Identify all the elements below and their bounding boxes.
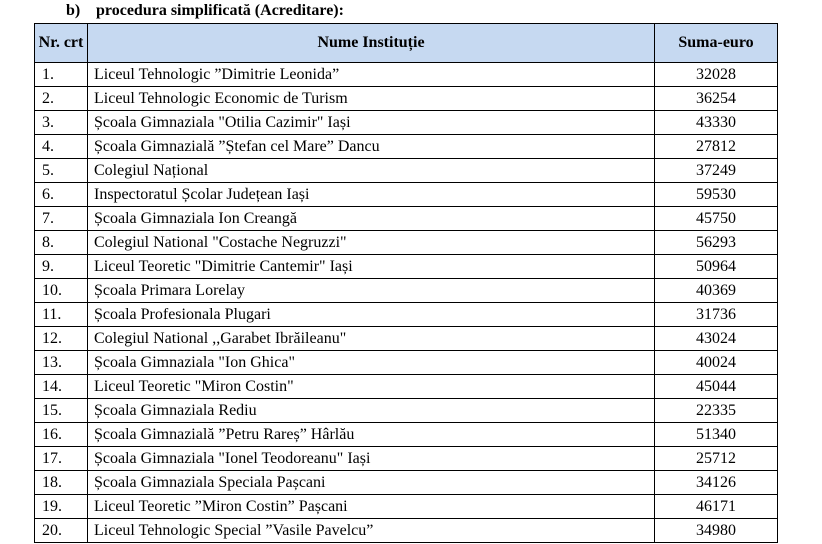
sum-euro-cell: 45044 <box>655 375 778 399</box>
header-sum-euro: Suma-euro <box>655 24 778 63</box>
header-nr-crt: Nr. crt <box>35 24 88 63</box>
row-number-cell: 6. <box>35 183 88 207</box>
table-row <box>35 255 778 279</box>
institution-name-cell: Liceul Teoretic "Miron Costin" <box>88 375 655 399</box>
header-institution-name: Nume Instituție <box>88 24 655 63</box>
row-number-cell: 20. <box>35 519 88 543</box>
sum-euro-cell: 59530 <box>655 183 778 207</box>
row-number-cell: 14. <box>35 375 88 399</box>
row-number-cell: 7. <box>35 207 88 231</box>
sum-euro-cell: 31736 <box>655 303 778 327</box>
institution-name-cell: Școala Gimnazială ”Ștefan cel Mare” Dancu <box>88 135 655 159</box>
table-row <box>35 279 778 303</box>
table-row <box>35 207 778 231</box>
institution-name-cell: Liceul Tehnologic ”Dimitrie Leonida” <box>88 63 655 87</box>
sum-euro-cell: 43024 <box>655 327 778 351</box>
table-row <box>35 375 778 399</box>
row-number-cell: 12. <box>35 327 88 351</box>
row-number-cell: 1. <box>35 63 88 87</box>
institution-name-cell: Școala Gimnaziala Ion Creangă <box>88 207 655 231</box>
table-row <box>35 447 778 471</box>
sum-euro-cell: 25712 <box>655 447 778 471</box>
institution-name-cell: Liceul Tehnologic Special ”Vasile Pavelcu” <box>88 519 655 543</box>
row-number-cell: 5. <box>35 159 88 183</box>
row-number-cell: 13. <box>35 351 88 375</box>
institution-name-cell: Liceul Teoretic "Dimitrie Cantemir" Iași <box>88 255 655 279</box>
table-row <box>35 231 778 255</box>
institution-name-cell: Școala Gimnaziala "Ion Ghica" <box>88 351 655 375</box>
table-row <box>35 87 778 111</box>
sum-euro-cell: 56293 <box>655 231 778 255</box>
institution-name-cell: Colegiul National "Costache Negruzzi" <box>88 231 655 255</box>
sum-euro-cell: 46171 <box>655 495 778 519</box>
table-header <box>35 24 778 63</box>
table-row <box>35 519 778 543</box>
section-heading <box>66 2 344 20</box>
table-row <box>35 351 778 375</box>
section-number: b) <box>66 2 81 19</box>
institution-name-cell: Școala Gimnaziala Speciala Pașcani <box>88 471 655 495</box>
table-row <box>35 495 778 519</box>
table-row <box>35 63 778 87</box>
sum-euro-cell: 36254 <box>655 87 778 111</box>
institution-name-cell: Școala Gimnazială ”Petru Rareș” Hârlău <box>88 423 655 447</box>
institution-name-cell: Școala Gimnaziala "Otilia Cazimir" Iași <box>88 111 655 135</box>
row-number-cell: 16. <box>35 423 88 447</box>
row-number-cell: 11. <box>35 303 88 327</box>
institutions-table <box>34 23 778 543</box>
sum-euro-cell: 27812 <box>655 135 778 159</box>
table-row <box>35 135 778 159</box>
sum-euro-cell: 50964 <box>655 255 778 279</box>
institution-name-cell: Școala Profesionala Plugari <box>88 303 655 327</box>
table-row <box>35 423 778 447</box>
table-body <box>35 63 778 543</box>
row-number-cell: 15. <box>35 399 88 423</box>
sum-euro-cell: 32028 <box>655 63 778 87</box>
table-row <box>35 111 778 135</box>
institution-name-cell: Școala Gimnaziala Rediu <box>88 399 655 423</box>
row-number-cell: 9. <box>35 255 88 279</box>
institution-name-cell: Școala Gimnaziala "Ionel Teodoreanu" Iași <box>88 447 655 471</box>
sum-euro-cell: 40024 <box>655 351 778 375</box>
sum-euro-cell: 43330 <box>655 111 778 135</box>
institution-name-cell: Liceul Tehnologic Economic de Turism <box>88 87 655 111</box>
table-row <box>35 303 778 327</box>
sum-euro-cell: 34980 <box>655 519 778 543</box>
sum-euro-cell: 51340 <box>655 423 778 447</box>
row-number-cell: 17. <box>35 447 88 471</box>
row-number-cell: 19. <box>35 495 88 519</box>
row-number-cell: 18. <box>35 471 88 495</box>
institution-name-cell: Colegiul Național <box>88 159 655 183</box>
sum-euro-cell: 45750 <box>655 207 778 231</box>
institution-name-cell: Colegiul National ,,Garabet Ibrăileanu" <box>88 327 655 351</box>
sum-euro-cell: 37249 <box>655 159 778 183</box>
institution-name-cell: Inspectoratul Școlar Județean Iași <box>88 183 655 207</box>
row-number-cell: 8. <box>35 231 88 255</box>
row-number-cell: 4. <box>35 135 88 159</box>
table-row <box>35 183 778 207</box>
table-row <box>35 327 778 351</box>
header-row <box>35 24 778 63</box>
table-row <box>35 471 778 495</box>
row-number-cell: 3. <box>35 111 88 135</box>
row-number-cell: 2. <box>35 87 88 111</box>
institution-name-cell: Școala Primara Lorelay <box>88 279 655 303</box>
institution-name-cell: Liceul Teoretic ”Miron Costin” Pașcani <box>88 495 655 519</box>
table-row <box>35 399 778 423</box>
row-number-cell: 10. <box>35 279 88 303</box>
sum-euro-cell: 22335 <box>655 399 778 423</box>
sum-euro-cell: 40369 <box>655 279 778 303</box>
section-title: procedura simplificată (Acreditare): <box>96 2 344 19</box>
table-row <box>35 159 778 183</box>
sum-euro-cell: 34126 <box>655 471 778 495</box>
